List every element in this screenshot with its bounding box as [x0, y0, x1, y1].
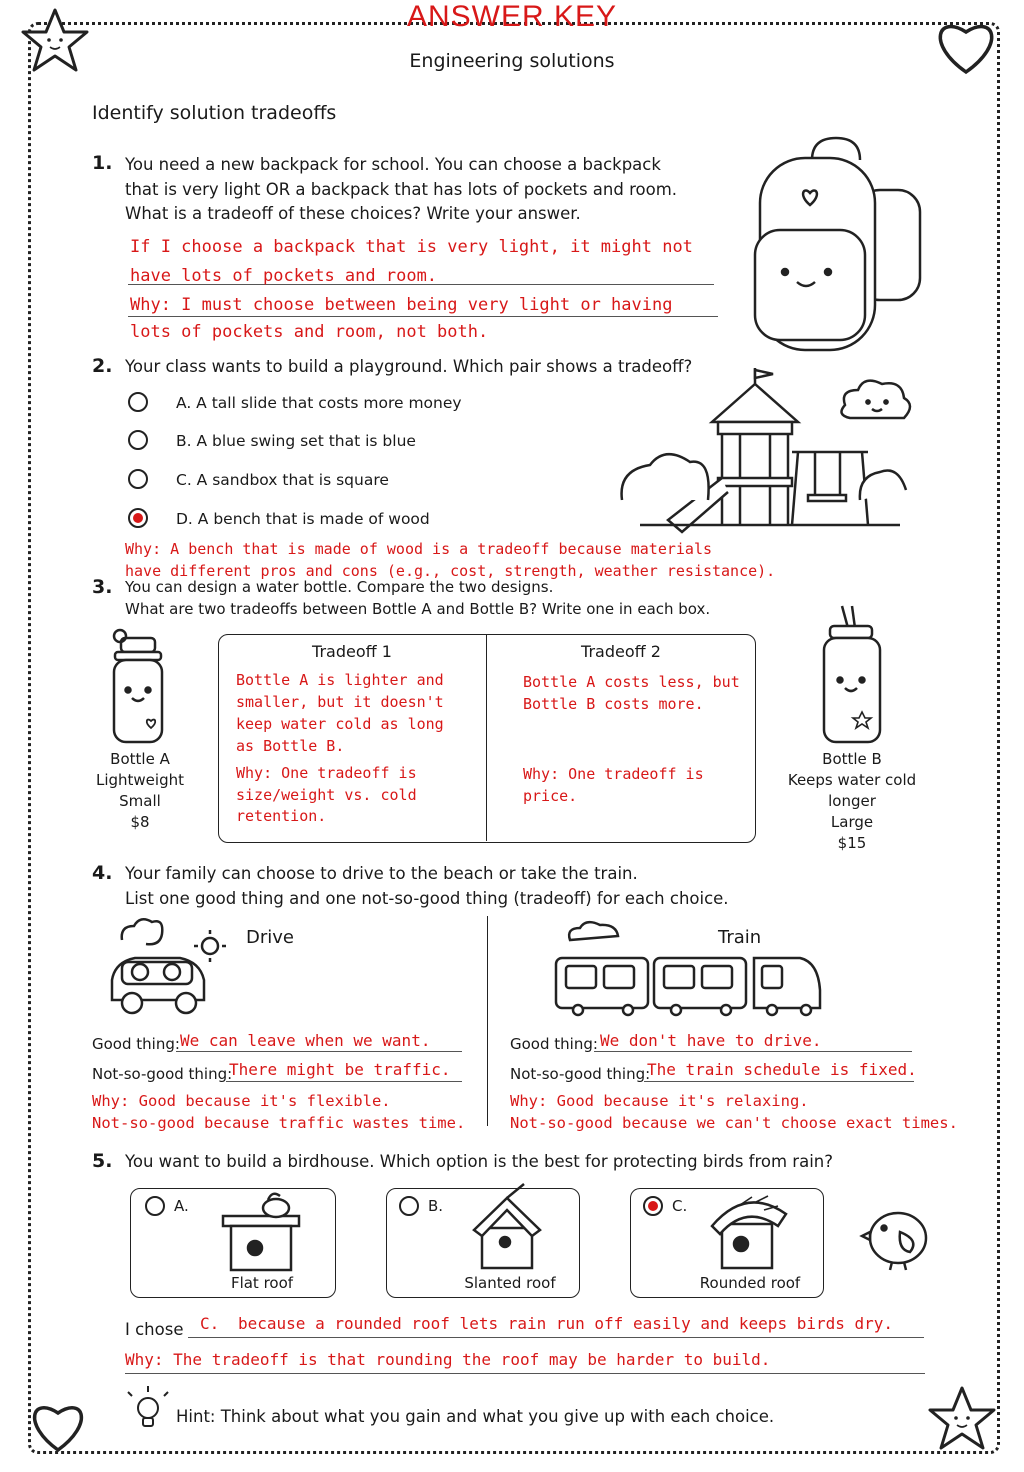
answer-why: Why: A bench that is made of wood is a tradeoff because materials	[125, 540, 712, 558]
question-number: 4.	[92, 862, 113, 884]
question-3-line: What are two tradeoffs between Bottle A and Bottle B? Write one in each box.	[125, 600, 711, 618]
answer-text: as Bottle B.	[236, 737, 345, 755]
train-title: Train	[718, 927, 762, 948]
tradeoff-2-header: Tradeoff 2	[581, 642, 661, 661]
option-a-letter: A.	[174, 1197, 189, 1215]
chose-value[interactable]: C.	[200, 1314, 220, 1333]
page-title: ANSWER KEY	[406, 0, 618, 33]
question-4-line: List one good thing and one not-so-good thing (tradeoff) for each choice.	[125, 888, 729, 908]
answer-why: price.	[523, 787, 578, 805]
drive-good-answer[interactable]: We can leave when we want.	[180, 1031, 431, 1050]
answer-why: Why: I must choose between being very light or having	[130, 295, 673, 315]
answer-why: Not-so-good because we can't choose exact times.	[510, 1114, 958, 1132]
answer-text: have lots of pockets and room.	[130, 266, 438, 286]
option-a-label: A. A tall slide that costs more money	[176, 394, 462, 412]
answer-line	[125, 1373, 925, 1374]
bottle-b-size: Large	[830, 813, 874, 831]
chose-label: I chose	[125, 1320, 184, 1339]
bottle-a-name: Bottle A	[110, 750, 170, 768]
question-4-line: Your family can choose to drive to the beach or take the train.	[125, 864, 638, 883]
question-1-line: You need a new backpack for school. You can choose a backpack	[125, 155, 661, 174]
answer-text: Bottle A is lighter and	[236, 671, 444, 689]
train-bad-answer[interactable]: The train schedule is fixed.	[647, 1060, 917, 1079]
question-number: 1.	[92, 152, 113, 174]
answer-text: smaller, but it doesn't	[236, 693, 444, 711]
bottle-b-feature: Keeps water cold longer	[787, 771, 917, 810]
question-number: 3.	[92, 576, 113, 598]
answer-text: Bottle A costs less, but	[523, 673, 740, 691]
answer-text: If I choose a backpack that is very light, it might not	[130, 237, 693, 257]
question-5-text: You want to build a birdhouse. Which option is the best for protecting birds from rain?	[125, 1152, 834, 1171]
question-1-line: that is very light OR a backpack that has lots of pockets and room.	[125, 179, 678, 199]
train-good-answer[interactable]: We don't have to drive.	[600, 1031, 822, 1050]
drive-title: Drive	[246, 927, 294, 948]
answer-why: Why: One tradeoff is	[236, 764, 417, 782]
answer-why: retention.	[236, 807, 327, 825]
option-b-caption: Slanted roof	[464, 1274, 556, 1292]
question-number: 5.	[92, 1150, 113, 1172]
bottle-a-size: Small	[119, 792, 161, 810]
hint-text: Hint: Think about what you gain and what you give up with each choice.	[176, 1407, 775, 1426]
answer-why: have different pros and cons (e.g., cost, strength, weather resistance).	[125, 562, 776, 580]
drive-bad-label: Not-so-good thing:	[92, 1065, 233, 1083]
birdhouse-slanted-roof-icon	[474, 1184, 540, 1268]
answer-why: lots of pockets and room, not both.	[130, 322, 489, 342]
answer-text: keep water cold as long	[236, 715, 444, 733]
answer-why: Why: Good because it's flexible.	[92, 1092, 391, 1110]
section-title: Identify solution tradeoffs	[92, 102, 337, 124]
question-3-line: You can design a water bottle. Compare the two designs.	[125, 578, 554, 596]
option-b-label: B. A blue swing set that is blue	[176, 432, 416, 450]
train-good-label: Good thing:	[510, 1035, 598, 1053]
chose-reason: because a rounded roof lets rain run off easily and keeps birds dry.	[238, 1314, 894, 1333]
option-a-caption: Flat roof	[230, 1274, 294, 1292]
answer-why: Not-so-good because traffic wastes time.	[92, 1114, 466, 1132]
question-2-text: Your class wants to build a playground. Which pair shows a tradeoff?	[125, 357, 693, 376]
page-subtitle: Engineering solutions	[409, 50, 615, 72]
birdhouse-flat-roof-icon	[223, 1194, 299, 1270]
bottle-b-name: Bottle B	[822, 750, 882, 768]
question-1-line: What is a tradeoff of these choices? Write your answer.	[125, 204, 581, 223]
option-c-letter: C.	[672, 1197, 688, 1215]
bottle-b-price: $15	[837, 834, 867, 852]
train-bad-label: Not-so-good thing:	[510, 1065, 651, 1083]
drive-bad-answer[interactable]: There might be traffic.	[229, 1060, 451, 1079]
answer-why: Why: One tradeoff is	[523, 765, 704, 783]
option-d-label: D. A bench that is made of wood	[176, 510, 430, 528]
answer-why: size/weight vs. cold	[236, 785, 417, 804]
answer-why: Why: Good because it's relaxing.	[510, 1092, 809, 1110]
drive-good-label: Good thing:	[92, 1035, 180, 1053]
bottle-a-price: $8	[130, 813, 150, 831]
tradeoff-1-header: Tradeoff 1	[312, 642, 392, 661]
answer-text: Bottle B costs more.	[523, 695, 704, 713]
birdhouse-rounded-roof-icon	[712, 1196, 786, 1268]
question-number: 2.	[92, 355, 113, 377]
option-c-label: C. A sandbox that is square	[176, 471, 389, 489]
answer-why: Why: The tradeoff is that rounding the roof may be harder to build.	[125, 1350, 771, 1369]
answer-line	[188, 1337, 924, 1338]
bottle-a-feature: Lightweight	[95, 771, 184, 789]
option-c-caption: Rounded roof	[699, 1274, 801, 1292]
option-b-letter: B.	[428, 1197, 444, 1215]
